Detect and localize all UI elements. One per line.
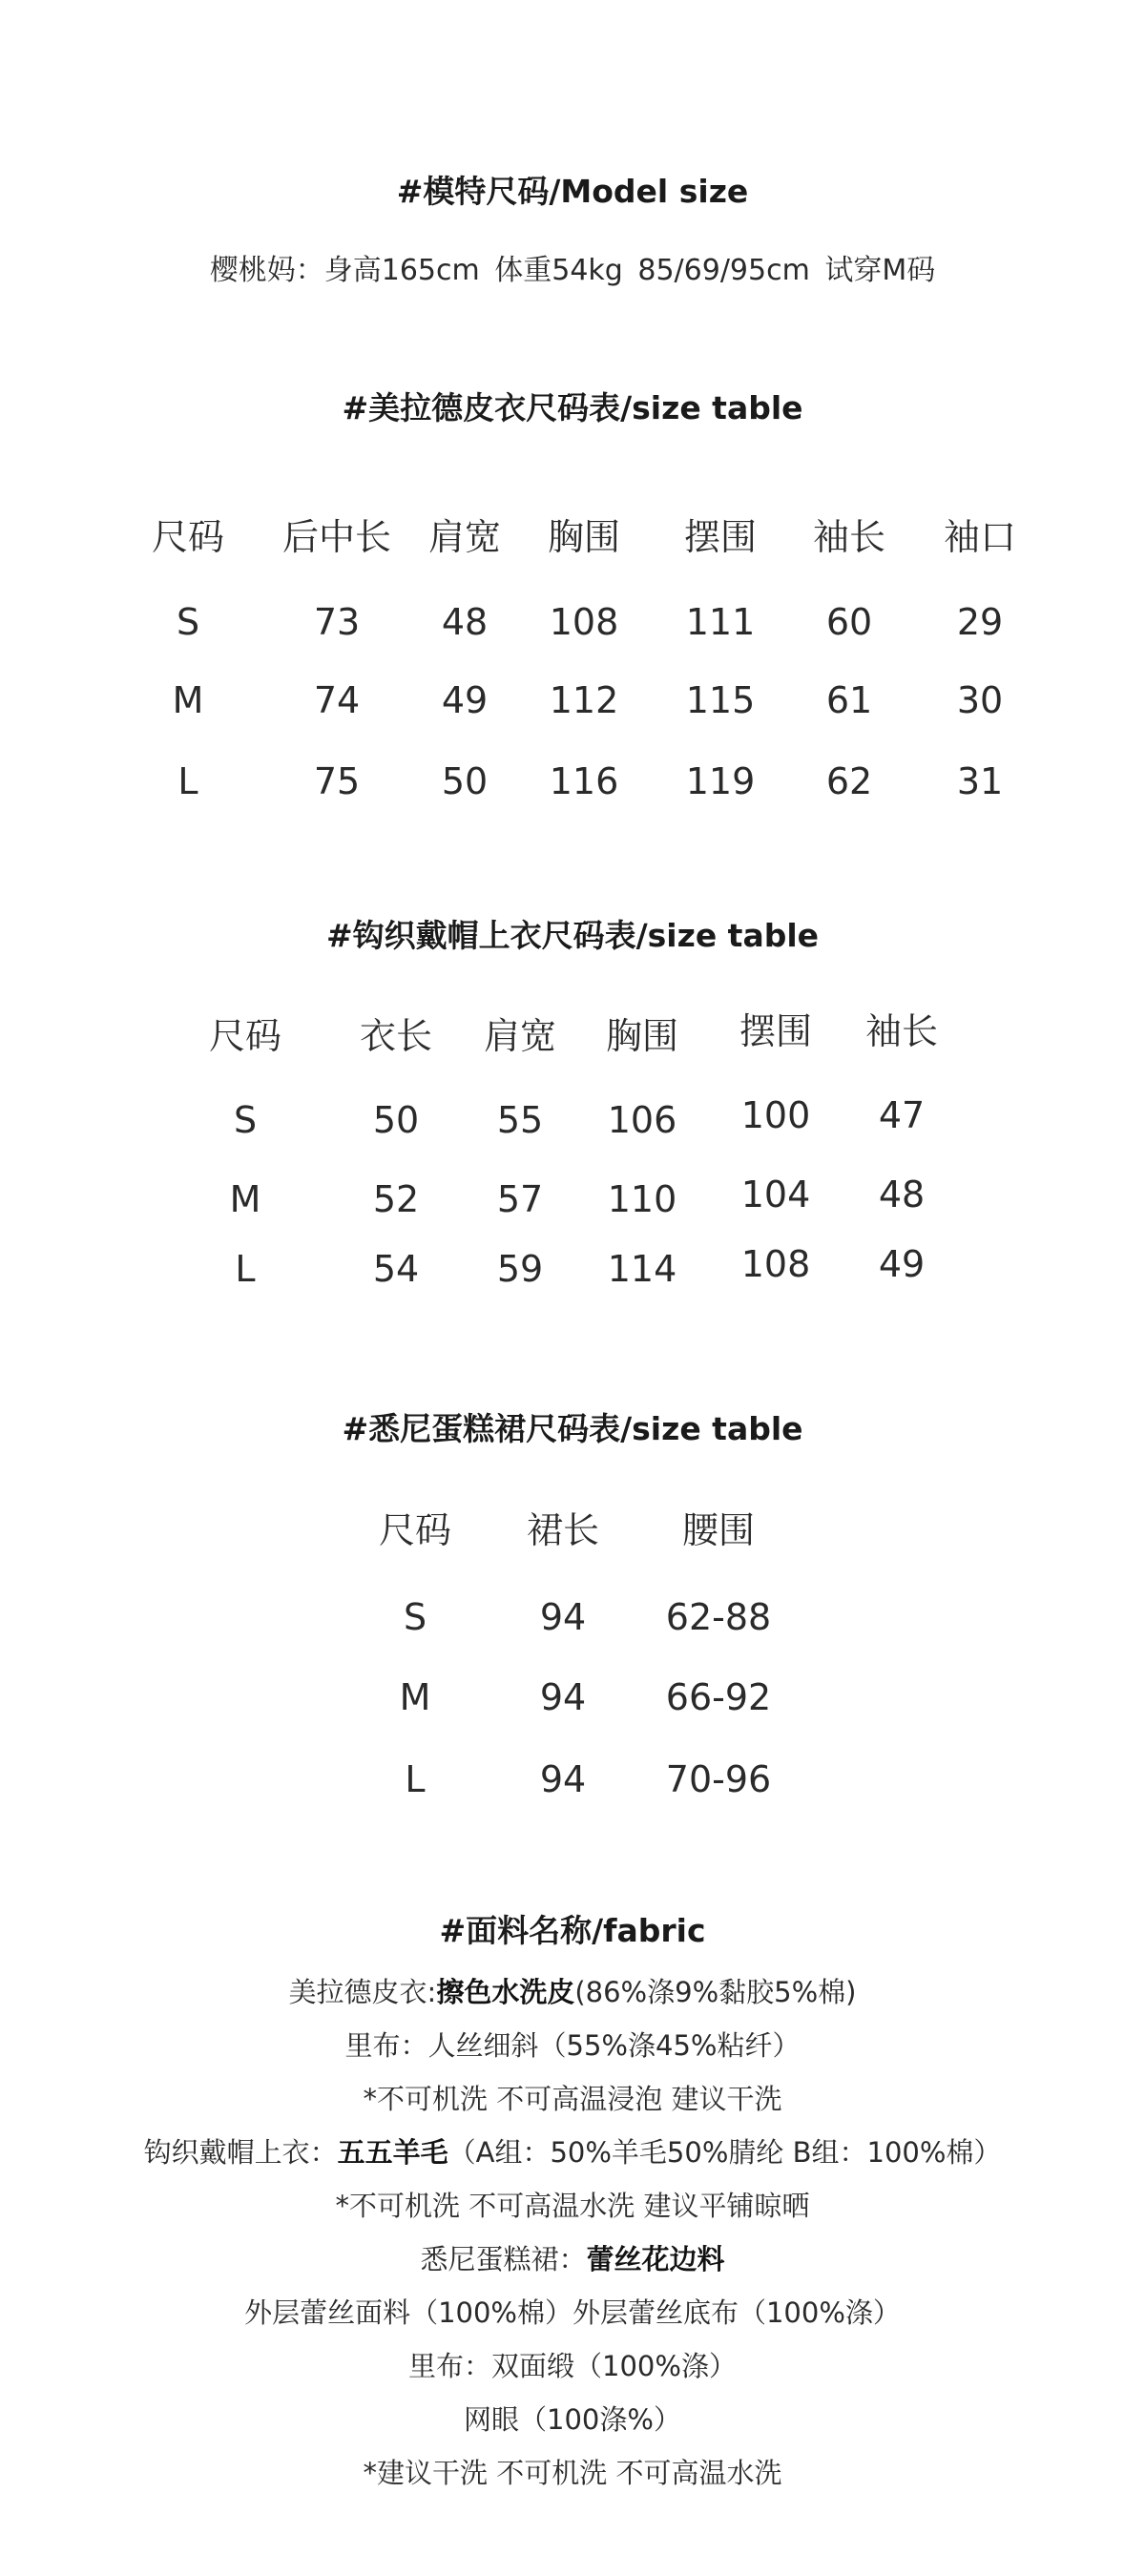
table-header: 尺码 [378,1509,452,1551]
model-size-line: 樱桃妈：身高165cm 体重54kg 85/69/95cm 试穿M码 [209,254,936,287]
table-header: 摆围 [739,1010,813,1052]
table-cell: M [229,1178,261,1220]
fabric-item-label: 美拉德皮衣: [288,1976,437,2008]
table-cell: S [176,601,200,643]
model-size-title: #模特尺码/Model size [396,173,749,210]
table-cell: 48 [441,601,489,643]
table-cell: 29 [956,601,1004,643]
table-cell: 31 [956,760,1004,802]
fabric-line-mesh: 网眼（100涤%） [464,2403,681,2436]
table-cell: 66-92 [665,1676,772,1718]
table-header: 裙长 [526,1509,600,1551]
fabric-line-lining: 里布：双面缎（100%涤） [408,2350,737,2382]
table-cell: 49 [441,679,489,721]
table-header: 摆围 [683,516,758,558]
fabric-line-knit [0,2131,1145,2171]
fabric-line-leather [0,1971,1145,2010]
fabric-material: 五五羊毛 [337,2136,448,2169]
table-cell: 62 [825,760,873,802]
table-cell: 57 [496,1178,544,1220]
table-header: 衣长 [359,1015,433,1057]
table-header: 袖口 [943,516,1017,558]
skirt-table-title: #悉尼蛋糕裙尺码表/size table [342,1410,803,1447]
table-cell: 74 [313,679,361,721]
table-cell: 108 [740,1243,811,1285]
table-cell: 110 [607,1178,677,1220]
fabric-material: 擦色水洗皮 [436,1976,575,2008]
table-cell: 30 [956,679,1004,721]
table-cell: 106 [607,1099,677,1141]
table-cell: 116 [549,760,619,802]
table-header: 腰围 [681,1509,756,1551]
fabric-material: 蕾丝花边料 [586,2243,725,2275]
table-cell: 52 [372,1178,420,1220]
fabric-line-care: *建议干洗 不可机洗 不可高温水洗 [363,2457,782,2489]
table-cell: 115 [685,679,756,721]
fabric-line-care: *不可机洗 不可高温水洗 建议平铺晾晒 [335,2190,810,2222]
table-header: 后中长 [281,516,392,558]
table-cell: 75 [313,760,361,802]
table-header: 袖长 [812,516,886,558]
table-cell: 50 [441,760,489,802]
table-cell: 94 [539,1676,587,1718]
table-header: 尺码 [208,1015,282,1057]
fabric-line-skirt [0,2238,1145,2277]
table-cell: 94 [539,1758,587,1800]
table-header: 尺码 [151,516,225,558]
table-cell: 60 [825,601,873,643]
fabric-title: #面料名称/fabric [439,1912,706,1949]
table-cell: 100 [740,1094,811,1136]
table-cell: 47 [878,1094,926,1136]
fabric-item-label: 悉尼蛋糕裙： [420,2243,587,2275]
table-cell: 62-88 [665,1596,772,1638]
table-cell: L [177,760,198,802]
table-header: 肩宽 [427,516,502,558]
table-cell: S [403,1596,427,1638]
table-cell: 70-96 [665,1758,772,1800]
table-cell: 50 [372,1099,420,1141]
table-cell: M [399,1676,431,1718]
table-header: 胸围 [547,516,621,558]
table-cell: M [172,679,204,721]
table-header: 袖长 [864,1010,939,1052]
table-cell: 119 [685,760,756,802]
fabric-item-label: 钩织戴帽上衣： [143,2136,338,2169]
table-header: 胸围 [605,1015,679,1057]
table-cell: 94 [539,1596,587,1638]
table-cell: 48 [878,1174,926,1215]
knit-table-title: #钩织戴帽上衣尺码表/size table [325,917,820,954]
fabric-line-care: *不可机洗 不可高温浸泡 建议干洗 [363,2083,782,2115]
table-cell: 61 [825,679,873,721]
table-cell: L [405,1758,426,1800]
table-cell: S [233,1099,258,1141]
table-cell: 114 [607,1248,677,1290]
table-cell: 108 [549,601,619,643]
fabric-line-outer: 外层蕾丝面料（100%棉）外层蕾丝底布（100%涤） [244,2296,901,2329]
table-cell: 112 [549,679,619,721]
table-cell: 49 [878,1243,926,1285]
table-cell: 104 [740,1174,811,1215]
table-cell: L [235,1248,256,1290]
table-cell: 59 [496,1248,544,1290]
fabric-composition: (86%涤9%黏胶5%棉) [574,1976,857,2008]
table-cell: 111 [685,601,756,643]
table-cell: 73 [313,601,361,643]
table-cell: 54 [372,1248,420,1290]
fabric-line-lining: 里布：人丝细斜（55%涤45%粘纤） [344,2029,801,2062]
table-cell: 55 [496,1099,544,1141]
fabric-composition: （A组：50%羊毛50%腈纶 B组：100%棉） [448,2136,1002,2169]
table-header: 肩宽 [483,1015,557,1057]
leather-table-title: #美拉德皮衣尺码表/size table [342,389,803,426]
